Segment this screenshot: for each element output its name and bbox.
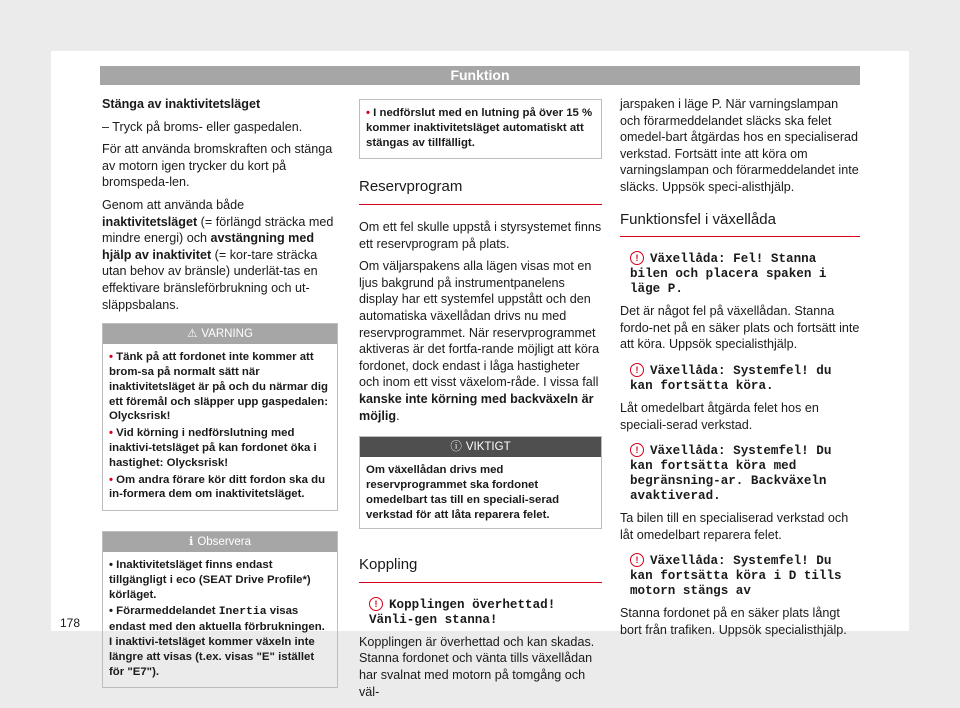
bullet-icon: • (109, 559, 113, 572)
paragraph: Om ett fel skulle uppstå i styrsystemet finns ett reservprogram på plats. (359, 219, 602, 251)
important-icon: ⓘ (450, 441, 462, 454)
paragraph: Det är något fel på växellådan. Stanna fordo-net på en säker plats och fortsätt inte att köra. Uppsök specialisthjälp. (620, 304, 860, 352)
important-box (359, 436, 602, 529)
paragraph: jarspaken i läge P. När varningslampan och förarmeddelandet släcks ska felet omedel-bart åtgärdas hos en specialiserad verkstad. Fortsätt inte att köra om varningslampan och förarmeddelandet inte släcks. Uppsök speci-alisthjälp. (620, 97, 859, 194)
warning-box-continued (359, 99, 602, 159)
warning-item: • Tänk på att fordonet inte kommer att brom-sa på normalt sätt när inaktivitetsläget är på och du närmar dig ett föremål och släpper upp gaspedalen: Olycksrisk! (109, 351, 329, 423)
bullet-icon: • (109, 427, 113, 440)
fault-icon: ! (630, 553, 644, 567)
page-header: Funktion (100, 66, 860, 85)
fault-icon: ! (630, 251, 644, 265)
step-text: – Tryck på broms- eller gaspedalen. (102, 119, 303, 134)
section-title-funktionsfel: Funktionsfel i växellåda (620, 212, 860, 238)
bullet-icon: • (109, 605, 113, 618)
fault-message: ! Växellåda: Systemfel! du kan fortsätta köra. (630, 363, 832, 393)
note-item: • Inaktivitetsläget finns endast tillgängligt i eco (SEAT Drive Profile*) körläget. (109, 559, 311, 601)
bullet-icon: • (109, 473, 113, 486)
section-title-koppling: Koppling (359, 557, 602, 583)
warning-header: ⚠ VARNING (103, 324, 337, 344)
paragraph: Om väljarspakens alla lägen visas mot en ljus bakgrund på instrumentpanelens display har ett systemfel uppstått och den automatiska växellådan drivs nu med reservprogrammet. När reservprogrammet aktiveras är det fortfa-rande möjligt att köra fordonet, dock endast i låga hastigheter och inom ett visst växelom-råde. I vissa fall kanske inte körning med backväxeln är möjlig. (359, 259, 600, 423)
important-text: Om växellådan drivs med reservprogrammet ska fordonet omedelbart tas till en speciali-serad verkstad för att låta reparera felet. (366, 464, 560, 521)
column-2 (359, 96, 602, 706)
info-icon: ℹ (188, 536, 194, 549)
fault-message: ! Växellåda: Systemfel! Du kan fortsätta köra i D tills motorn stängs av (630, 554, 842, 599)
note-item: • Förarmeddelandet Inertia visas endast med den aktuella förbrukningen. I inaktivi-tetsläget kommer växeln inte längre att visas (t.ex. visas "E" istället för "E7"). (109, 605, 325, 678)
important-header: ⓘ VIKTIGT (360, 437, 601, 457)
paragraph: För att använda bromskraften och stänga av motorn igen trycker du kort på bromspeda-len. (102, 142, 333, 190)
column-1 (102, 96, 338, 688)
paragraph: Genom att använda både inaktivitetsläget (= förlängd sträcka med mindre energi) och avstängning med hjälp av inaktivitet (= kor-tare sträcka utan behov av bränsle) underlät-tas en effektivare bränsleförbrukning och ut-släppsbalans. (102, 197, 334, 312)
column-3 (620, 96, 860, 645)
fault-icon: ! (630, 443, 644, 457)
warning-item: • I nedförslut med en lutning på över 15 % kommer inaktivitetsläget automatiskt att stängas av tillfälligt. (366, 107, 593, 149)
warning-box (102, 323, 338, 511)
paragraph: Låt omedelbart åtgärda felet hos en speciali-serad verkstad. (620, 400, 819, 432)
paragraph: Stanna fordonet på en säker plats långt bort från trafiken. Uppsök specialisthjälp. (620, 606, 847, 637)
warning-icon: ⚠ (187, 328, 198, 341)
warning-item: • Om andra förare kör ditt fordon ska du in-formera dem om inaktivitetsläget. (109, 473, 326, 501)
note-box (102, 531, 338, 688)
fault-icon: ! (630, 363, 644, 377)
paragraph: Kopplingen är överhettad och kan skadas. Stanna fordonet och vänta tills växellådan har svalnat med motorn på tomgång och väl- (359, 634, 595, 699)
fault-message: ! Kopplingen överhettad! Vänli-gen stanna! (369, 597, 556, 627)
warning-item: • Vid körning i nedförslutning med inaktivi-tetsläget på kan fordonet öka i hastighet: Olycksrisk! (109, 427, 317, 469)
bullet-icon: • (109, 351, 113, 364)
section-title-reservprogram: Reservprogram (359, 179, 602, 205)
page-number: 178 (60, 616, 81, 630)
fault-message: ! Växellåda: Systemfel! Du kan fortsätta köra med begränsning-ar. Backväxeln avaktiverad. (630, 444, 832, 504)
heading-inactivity: Stänga av inaktivitetsläget (102, 97, 261, 111)
fault-message: ! Växellåda: Fel! Stanna bilen och placera spaken i läge P. (630, 252, 827, 297)
bullet-icon: • (366, 107, 370, 119)
fault-icon: ! (369, 597, 383, 611)
paragraph: Ta bilen till en specialiserad verkstad och låt omedelbart reparera felet. (620, 511, 849, 542)
note-header: ℹ Observera (103, 532, 337, 552)
